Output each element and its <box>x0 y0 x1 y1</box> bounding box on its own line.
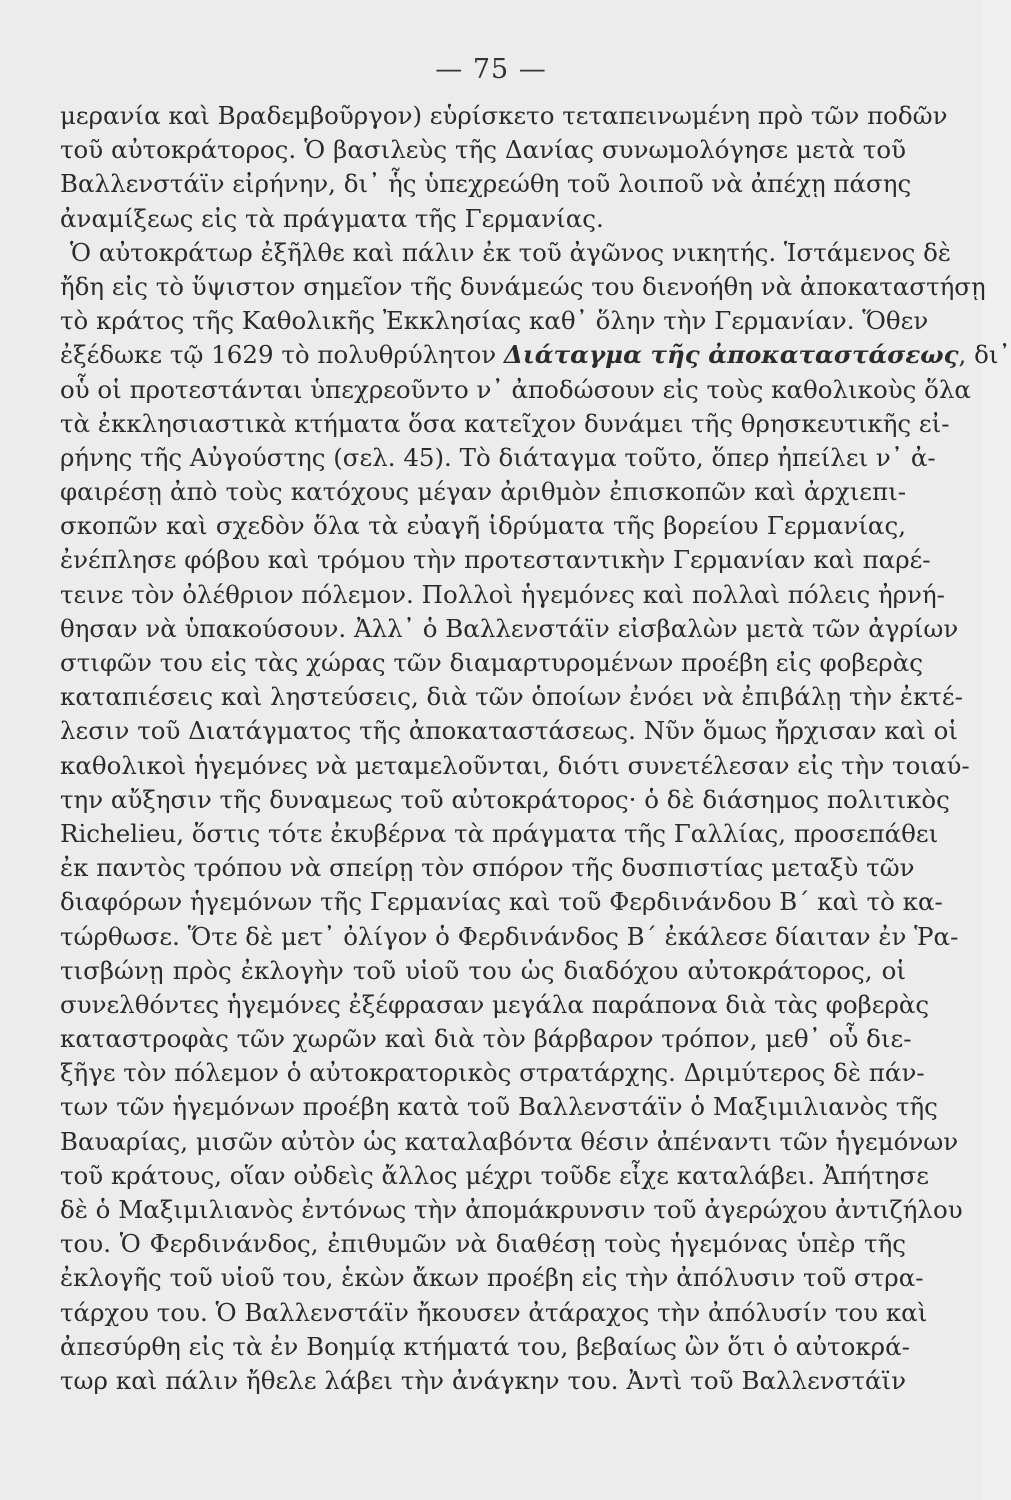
text-line: τοῦ κράτους, οἵαν οὐδεὶς ἄλλος μέχρι τοῦδε εἶχε καταλάβει. Ἀπήτησε <box>60 1160 929 1190</box>
text-line: στιφῶν του εἰς τὰς χώρας τῶν διαμαρτυρομένων προέβη εἰς φοβερὰς <box>60 648 923 677</box>
text-line: Richelieu, ὅστις τότε ἐκυβέρνα τὰ πράγματα τῆς Γαλλίας, προσεπάθει <box>60 818 939 848</box>
text-line: ξῆγε τὸν πόλεμον ὁ αὐτοκρατορικὸς στρατάρχης. Δριμύτερος δὲ πάν- <box>60 1058 925 1088</box>
text-line: σκοπῶν καὶ σχεδὸν ὅλα τὰ εὐαγῆ ἱδρύματα τῆς βορείου Γερμανίας, <box>60 511 906 541</box>
text-line: ἐκ παντὸς τρόπου νὰ σπείρῃ τὸν σπόρον τῆς δυσπιστίας μεταξὺ τῶν <box>60 853 915 883</box>
text-line: μερανία καὶ Βραδεμβοῦργον) εὑρίσκετο τεταπεινωμένη πρὸ τῶν ποδῶν <box>60 101 948 130</box>
text-line: τώρθωσε. Ὅτε δὲ μετ᾿ ὀλίγον ὁ Φερδινάνδος Β΄ ἐκάλεσε δίαιταν ἐν Ῥα- <box>60 921 959 951</box>
text-line: τὰ ἐκκλησιαστικὰ κτήματα ὅσα κατεῖχον δυνάμει τῆς θρησκευτικῆς εἰ- <box>60 408 950 438</box>
text-line: τάρχου του. Ὁ Βαλλενστάϊν ἤκουσεν ἀτάραχος τὴν ἀπόλυσίν του καὶ <box>60 1297 928 1327</box>
text-line: ἀναμίξεως εἰς τὰ πράγματα τῆς Γερμανίας. <box>60 203 604 233</box>
text-line: τισβώνῃ πρὸς ἐκλογὴν τοῦ υἱοῦ του ὡς διαδόχου αὐτοκράτορος, οἱ <box>60 955 906 985</box>
text-line: λεσιν τοῦ Διατάγματος τῆς ἀποκαταστάσεως. Νῦν ὅμως ἤρχισαν καὶ οἱ <box>60 716 958 746</box>
page-number: — 75 — <box>435 54 547 85</box>
text-line: του. Ὁ Φερδινάνδος, ἐπιθυμῶν νὰ διαθέσῃ τοὺς ἡγεμόνας ὑπὲρ τῆς <box>60 1229 906 1259</box>
text-line: οὗ οἱ προτεστάνται ὑπεχρεοῦντο ν᾿ ἀποδώσουν εἰς τοὺς καθολικοὺς ὅλα <box>60 374 971 404</box>
text-line: διαφόρων ἡγεμόνων τῆς Γερμανίας καὶ τοῦ Φερδινάνδου Β΄ καὶ τὸ κα- <box>60 887 943 917</box>
text-line: καταπιέσεις καὶ ληστεύσεις, διὰ τῶν ὁποίων ἐνόει νὰ ἐπιβάλῃ τὴν ἐκτέ- <box>60 682 963 712</box>
text-line: τεινε τὸν ὀλέθριον πόλεμον. Πολλοὶ ἡγεμόνες καὶ πολλαὶ πόλεις ἠρνή- <box>60 579 945 609</box>
text-line: δὲ ὁ Μαξιμιλιανὸς ἐντόνως τὴν ἀπομάκρυνσιν τοῦ ἀγερώχου ἀντιζήλου <box>60 1195 963 1224</box>
text-line: συνελθόντες ἡγεμόνες ἐξέφρασαν μεγάλα παράπονα διὰ τὰς φοβερὰς <box>60 989 930 1019</box>
text-line: καθολικοὶ ἡγεμόνες νὰ μεταμελοῦνται, διότι συνετέλεσαν εἰς τὴν τοιαύ- <box>60 750 970 780</box>
text-line: τοῦ αὐτοκράτορος. Ὁ βασιλεὺς τῆς Δανίας συνωμολόγησε μετὰ τοῦ <box>60 135 906 165</box>
text-line: ρήνης τῆς Αὐγούστης (σελ. 45). Τὸ διάταγμα τοῦτο, ὅπερ ἠπείλει ν᾿ ἀ- <box>60 442 936 472</box>
body-text <box>60 99 1011 1398</box>
text-line: θησαν νὰ ὑπακούσουν. Ἀλλ᾿ ὁ Βαλλενστάϊν εἰσβαλὼν μετὰ τῶν ἀγρίων <box>60 613 959 643</box>
text-line: τωρ καὶ πάλιν ἤθελε λάβει τὴν ἀνάγκην του. Ἀντὶ τοῦ Βαλλενστάϊν <box>60 1365 906 1395</box>
line-text-before-emphasis: ἐξέδωκε τῷ 1629 τὸ πολυθρύλητον <box>60 340 504 370</box>
text-line: Βαλλενστάϊν εἰρήνην, δι᾿ ἧς ὑπεχρεώθη τοῦ λοιποῦ νὰ ἀπέχῃ πάσης <box>60 169 912 199</box>
text-line <box>60 338 1011 372</box>
text-line: Βαυαρίας, μισῶν αὐτὸν ὡς καταλαβόντα θέσιν ἀπέναντι τῶν ἡγεμόνων <box>60 1126 959 1156</box>
text-line: φαιρέσῃ ἀπὸ τοὺς κατόχους μέγαν ἀριθμὸν ἐπισκοπῶν καὶ ἀρχιεπι- <box>60 477 906 507</box>
text-line: ἤδη εἰς τὸ ὕψιστον σημεῖον τῆς δυνάμεώς του διενοήθη νὰ ἀποκαταστήσῃ <box>60 271 986 301</box>
line-text-after-emphasis: , δι᾿ <box>958 340 1011 370</box>
text-line: Ὁ αὐτοκράτωρ ἐξῆλθε καὶ πάλιν ἐκ τοῦ ἀγῶνος νικητής. Ἱστάμενος δὲ <box>70 237 951 267</box>
text-line: ἀπεσύρθη εἰς τὰ ἐν Βοημίᾳ κτήματά του, βεβαίως ὢν ὅτι ὁ αὐτοκρά- <box>60 1331 910 1361</box>
text-line: ἐνέπλησε φόβου καὶ τρόμου τὴν προτεσταντικὴν Γερμανίαν καὶ παρέ- <box>60 545 931 575</box>
text-line: ἐκλογῆς τοῦ υἱοῦ του, ἑκὼν ἄκων προέβη εἰς τὴν ἀπόλυσιν τοῦ στρα- <box>60 1263 924 1293</box>
text-line: τὸ κράτος τῆς Καθολικῆς Ἐκκλησίας καθ᾿ ὅλην τὴν Γερμανίαν. Ὅθεν <box>60 306 929 336</box>
text-line: την αὔξησιν τῆς δυναμεως τοῦ αὐτοκράτορος· ὁ δὲ διάσημος πολιτικὸς <box>60 784 950 814</box>
text-line: καταστροφὰς τῶν χωρῶν καὶ διὰ τὸν βάρβαρον τρόπον, μεθ᾿ οὗ διε- <box>60 1024 912 1054</box>
text-line: των τῶν ἡγεμόνων προέβη κατὰ τοῦ Βαλλενστάϊν ὁ Μαξιμιλιανὸς τῆς <box>60 1092 938 1122</box>
emphasized-title: Διάταγμα τῆς ἀποκαταστάσεως <box>503 340 959 370</box>
